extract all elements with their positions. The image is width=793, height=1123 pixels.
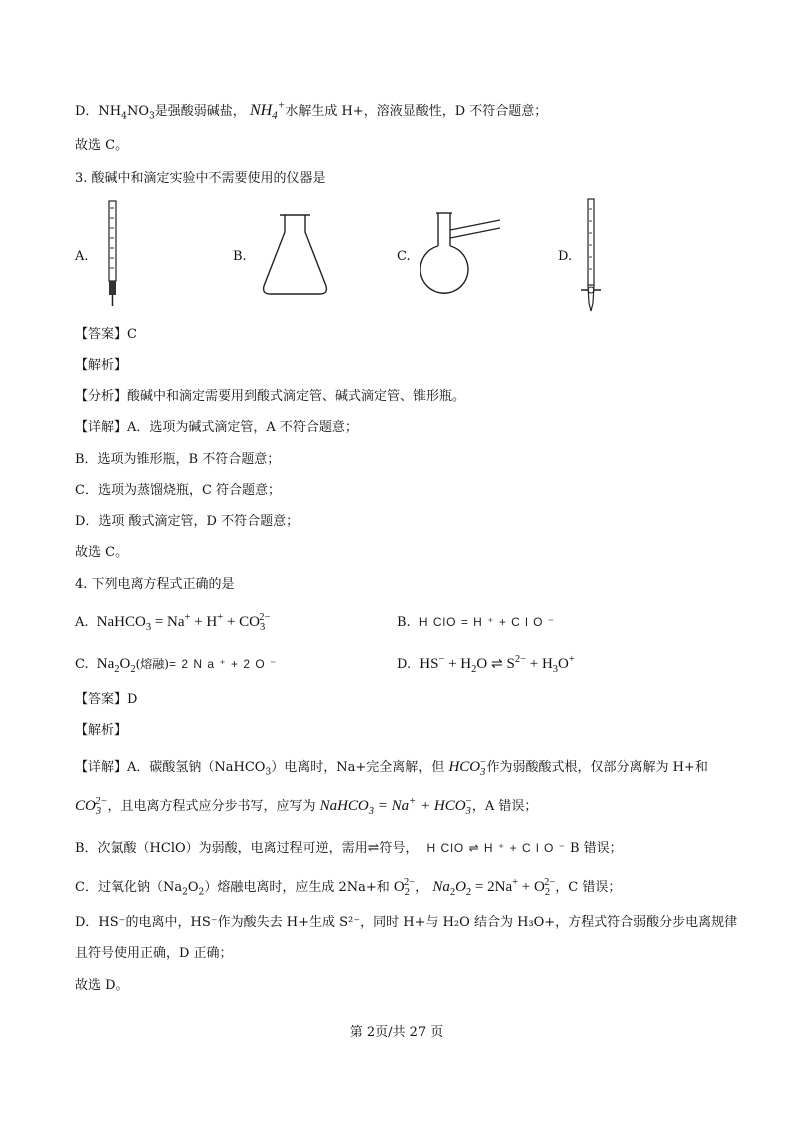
- q4-analysis-heading: 【解析】: [75, 723, 128, 738]
- q3-conclusion: 故选 C。: [75, 545, 129, 560]
- q3-option-c-label: C.: [397, 249, 411, 264]
- q3-option-b-label: B.: [233, 249, 247, 264]
- q4-detail-c: C．过氧化钠$(Na_2O_2)$熔融电离时，应生成 2Na+和 $O_2^{2-}$， $Na_2O_2 = 2Na^+ + O_2^{2-}$，C 错误；: [75, 877, 622, 898]
- q4-correct-equation-c: $Na_2O_2 = 2Na^+ + O_2^{2-}$: [432, 877, 556, 898]
- q4-answer: 【答案】D: [75, 692, 138, 707]
- q4-option-c: C. $Na_2O_2$(熔融)= 2 N a ⁺ + 2 O ⁻: [75, 656, 278, 675]
- q3-option-a-label: A.: [75, 249, 89, 264]
- acid-burette-image: [578, 197, 606, 315]
- q3-detail-b: B．选项为锥形瓶，B 不符合题意；: [75, 452, 281, 467]
- q4-option-a-equation: NaHCO$_3$ = $Na^+ + H^+ + CO_3^{2-}$: [96, 612, 271, 633]
- q4-option-b: B. H ClO = H ⁺ + C l O ⁻: [397, 615, 556, 630]
- q4-correct-equation-a: NaHCO$_3$ = $Na^+ + HCO_3^-$: [319, 796, 472, 817]
- q4-detail-b: B．次氯酸（HClO）为弱酸，电离过程可逆，需用⇌符号， H ClO ⇌ H ⁺ + C l O ⁻ B 错误；: [75, 840, 623, 856]
- q4-detail-d-line1: D．HS⁻的电离中，HS⁻作为酸失去 H+生成 S²⁻，同时 H+与 H₂O 结合为 H₃O+，方程式符合弱酸分步电离规律: [75, 915, 738, 930]
- hco3-ion: $HCO_3^-$: [448, 757, 487, 778]
- q4-conclusion: 故选 D。: [75, 978, 129, 993]
- q2-option-d-line: D．$NH_4NO_3$是强酸弱碱盐， $NH_4^+$水解生成 H+，溶液显酸性，D 不符合题意；: [75, 99, 548, 123]
- q4-option-d: D. $HS^- + H_2O$ ⇌ $S^{2-} + H_3O^+$: [397, 654, 575, 675]
- q3-option-d-label: D.: [558, 249, 573, 264]
- q4-stem: 4. 下列电离方程式正确的是: [75, 577, 235, 592]
- peroxide-ion: $O_2^{2-}$: [393, 877, 416, 898]
- nh4-ion: $NH_4^+$: [249, 99, 286, 123]
- q3-stem: 3. 酸碱中和滴定实验中不需要使用的仪器是: [75, 171, 326, 186]
- conical-flask-image: [258, 212, 332, 298]
- q4-option-b-equation: H ClO = H ⁺ + C l O ⁻: [418, 615, 556, 629]
- distilling-flask-image: [420, 210, 502, 302]
- q4-option-d-equation: $HS^- + H_2O$ ⇌ $S^{2-} + H_3O^+$: [419, 654, 575, 675]
- reversible-arrow-icon: ⇌: [367, 840, 380, 856]
- q4-detail-a-line1: 【详解】A．碳酸氢钠（NaHCO$_3$）电离时，Na+完全离解，但 $HCO_3^-$作为弱酸酸式根，仅部分离解为 H+和: [75, 757, 708, 778]
- q2-conclusion: 故选 C。: [75, 138, 129, 153]
- q4-detail-a-line2: $CO_3^{2-}$，且电离方程式应分步书写，应写为 NaHCO$_3$ = $Na^+ + HCO_3^-$，A 错误；: [75, 796, 538, 817]
- q3-answer: 【答案】C: [75, 327, 137, 342]
- q3-analysis-heading: 【解析】: [75, 358, 128, 373]
- q4-option-c-equation: $Na_2O_2$: [96, 656, 136, 675]
- co3-ion: $CO_3^{2-}$: [75, 796, 108, 817]
- q3-detail-d: D．选项 酸式滴定管，D 不符合题意；: [75, 514, 300, 529]
- q3-detail-c: C．选项为蒸馏烧瓶，C 符合题意；: [75, 483, 282, 498]
- q3-analysis: 【分析】酸碱中和滴定需要用到酸式滴定管、碱式滴定管、锥形瓶。: [75, 389, 466, 404]
- q3-detail-a: 【详解】A．选项为碱式滴定管，A 不符合题意；: [75, 420, 358, 435]
- basic-burette-image: [96, 198, 130, 310]
- page-footer: 第 2页/共 27 页: [349, 1025, 444, 1040]
- q4-option-a: A. NaHCO$_3$ = $Na^+ + H^+ + CO_3^{2-}$: [75, 612, 271, 633]
- q4-detail-d-line2: 且符号使用正确，D 正确；: [75, 946, 233, 961]
